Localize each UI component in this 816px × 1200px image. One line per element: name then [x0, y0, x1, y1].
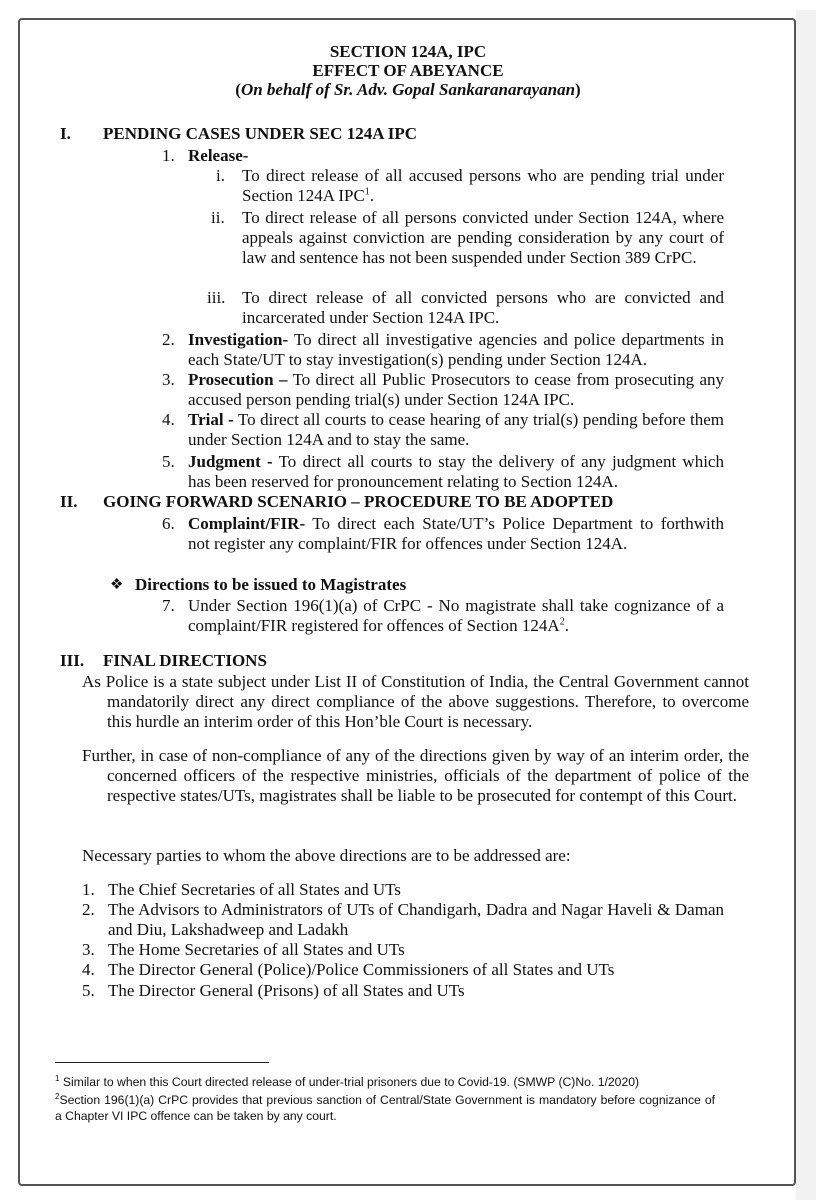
title-line-2: EFFECT OF ABEYANCE	[312, 61, 504, 80]
item-6-text: Complaint/FIR- To direct each State/UT’s Police Department to forthwith not register any complaint/FIR for offences under Section 124A.	[188, 514, 724, 553]
item-7-number: 7.	[162, 596, 175, 615]
party-1-text: The Chief Secretaries of all States and UTs	[108, 880, 401, 899]
party-2-number: 2.	[82, 900, 95, 919]
footnote-separator	[55, 1062, 269, 1063]
title-paren-open: (	[235, 80, 241, 99]
title-line-1: SECTION 124A, IPC	[329, 42, 487, 61]
footnote-1-mark: 1	[55, 1073, 60, 1083]
item-4-label: Trial -	[188, 410, 234, 429]
party-5-number: 5.	[82, 981, 95, 1000]
item-2-label: Investigation-	[188, 330, 289, 349]
item-3-label: Prosecution –	[188, 370, 288, 389]
party-5-text: The Director General (Prisons) of all States and UTs	[108, 981, 465, 1000]
party-3-number: 3.	[82, 940, 95, 959]
item-1-label: Release-	[188, 146, 249, 165]
final-directions-paragraph-1: As Police is a state subject under List II of Constitution of India, the Central Government cannot mandatorily direct any direct compliance of the above suggestions. Therefore, to overcome this hurdle an interim order of this Hon’ble Court is necessary.	[82, 672, 749, 731]
section-3-numeral: III.	[60, 651, 85, 670]
subitem-iii-number: iii.	[207, 288, 226, 307]
necessary-parties-intro: Necessary parties to whom the above directions are to be addressed are:	[82, 846, 571, 865]
title-paren-close: )	[575, 80, 581, 99]
party-2-text: The Advisors to Administrators of UTs of Chandigarh, Dadra and Nagar Haveli & Daman and Diu, Lakshadweep and Ladakh	[108, 900, 724, 939]
section-2-heading: GOING FORWARD SCENARIO – PROCEDURE TO BE ADOPTED	[103, 492, 614, 511]
footnote-ref-1[interactable]: 1	[364, 186, 370, 198]
item-3-number: 3.	[162, 370, 175, 389]
document-title	[0, 42, 816, 99]
item-4-text: Trial - To direct all courts to cease hearing of any trial(s) pending before them under Section 124A and to stay the same.	[188, 410, 724, 449]
item-6-label: Complaint/FIR-	[188, 514, 306, 533]
title-attribution: On behalf of Sr. Adv. Gopal Sankaranarayanan	[240, 80, 576, 99]
item-5-number: 5.	[162, 452, 175, 471]
party-1-number: 1.	[82, 880, 95, 899]
party-3-text: The Home Secretaries of all States and UTs	[108, 940, 405, 959]
subitem-ii-text: To direct release of all persons convicted under Section 124A, where appeals against conviction are pending consideration by any court of law and sentence has not been suspended under Section 389 CrPC.	[242, 208, 724, 267]
title-line-3	[0, 80, 816, 99]
subitem-i-text: To direct release of all accused persons who are pending trial under Section 124A IPC$^1$.	[242, 166, 724, 205]
item-6-number: 6.	[162, 514, 175, 533]
section-3-heading: FINAL DIRECTIONS	[103, 651, 267, 670]
item-2-text: Investigation- To direct all investigative agencies and police departments in each State/UT to stay investigation(s) pending under Section 124A.	[188, 330, 724, 369]
item-7-text: Under Section 196(1)(a) of CrPC - No magistrate shall take cognizance of a complaint/FIR registered for offences of Section $124A^2$.	[188, 596, 724, 635]
item-5-text: Judgment - To direct all courts to stay the delivery of any judgment which has been reserved for pronouncement relating to Section 124A.	[188, 452, 724, 491]
party-4-number: 4.	[82, 960, 95, 979]
footnote-2: $^2$Section 196(1)(a) CrPC provides that previous sanction of Central/State Government is mandatory before cognizance of a Chapter VI IPC offence can be taken by any court.	[55, 1091, 715, 1123]
page-edge-shadow	[796, 10, 816, 1200]
footnote-ref-2[interactable]: 2	[559, 616, 565, 628]
item-2-number: 2.	[162, 330, 175, 349]
magistrates-heading: Directions to be issued to Magistrates	[135, 575, 407, 594]
item-4-number: 4.	[162, 410, 175, 429]
section-1-numeral: I.	[60, 124, 71, 143]
subitem-ii-number: ii.	[211, 208, 225, 227]
item-3-text: Prosecution – To direct all Public Prosecutors to cease from prosecuting any accused person pending trial(s) under Section 124A IPC.	[188, 370, 724, 409]
final-directions-paragraph-2: Further, in case of non-compliance of any of the directions given by way of an interim order, the concerned officers of the respective ministries, officials of the department of police of the respective states/UTs, magistrates shall be liable to be prosecuted for contempt of this Court.	[82, 746, 749, 805]
section-2-numeral: II.	[60, 492, 78, 511]
diamond-bullet-icon: ❖	[110, 577, 124, 593]
party-4-text: The Director General (Police)/Police Commissioners of all States and UTs	[108, 960, 615, 979]
footnote-2-mark: 2	[55, 1091, 60, 1101]
footnote-1: $^1$ Similar to when this Court directed release of under-trial prisoners due to Covid-19. (SMWP (C)No. 1/2020)	[55, 1073, 640, 1089]
item-1-number: 1.	[162, 146, 175, 165]
subitem-i-number: i.	[216, 166, 225, 185]
item-5-label: Judgment -	[188, 452, 273, 471]
section-1-heading: PENDING CASES UNDER SEC 124A IPC	[103, 124, 418, 143]
subitem-iii-text: To direct release of all convicted persons who are convicted and incarcerated under Section 124A IPC.	[242, 288, 724, 327]
